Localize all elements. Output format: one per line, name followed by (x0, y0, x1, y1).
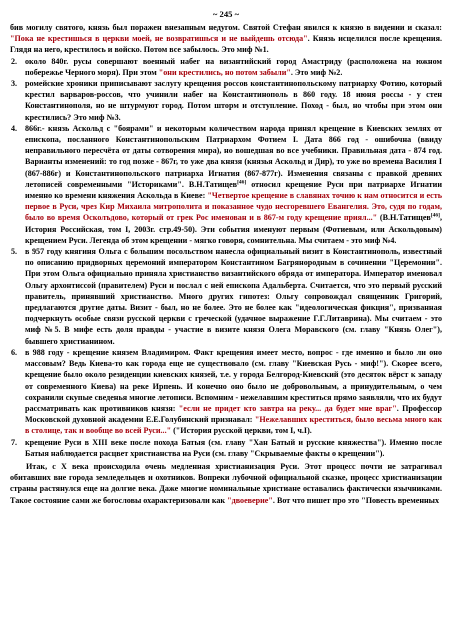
quote-text: "Пока не крестишься в церкви моей, не возвратишься и не выйдешь отсюда" (10, 34, 308, 44)
quote-text: "двоеверие" (227, 495, 273, 505)
text-run: ("История русской церкви, том I, ч.I). (171, 426, 312, 436)
list-item (10, 347, 442, 437)
text-run: . Вот что пишет про это "Повесть временных (272, 495, 440, 505)
footnote-ref: [46] (237, 179, 247, 186)
text-run: . Профессор Московской духовной академии Е.Е.Голубинский признавал: (25, 403, 442, 425)
list-item (10, 437, 442, 459)
closing-paragraph (10, 461, 442, 506)
quote-text: "Нежелавших креститься, было весьма много как в столице, так и вообще во всей Руси..." (25, 415, 442, 436)
list-item (10, 78, 442, 123)
text-run: 866г.- князь Аскольд с "боярами" и некоторым количеством народа принял крещение в Киевских землях от епископа, посланного Константинопольским Патриархом Фотием I. Дата 866 год - ошибочна (ввиду неправильного пересчёта от даты сотворения мира), но вошедшая во все учебники. Правильная дата - 874 год. Варианты изменений: то год позже - 867г, то уже два князя (князья Аскольд и Дир), то уже во времена Василия I (867-886г) и Константинопольского патриарха Игнатия (867-877г). Изменения связаны с правкой древних летописей современными "Историками". В.Н.Татищев (25, 123, 442, 189)
list-item-number: 7. (11, 437, 18, 447)
text-run: . Это миф №2. (290, 67, 343, 77)
quote-text: "Четвертое крещение в славянах точию к нам относится и есть первое в Руси, чрез Кир Михаила митрополита и показанное чудо несгоревшего Евангелия. Это, судя по годам, было во время Осколъдово, который от грек Рос именован и в 867-м году крещение приял..." (25, 191, 442, 223)
list-item-number: 4. (11, 123, 18, 133)
page-number: ~ 245 ~ (212, 9, 240, 19)
text-run: . Князь исцелился после крещения. Глядя на него, крестилось и войско. Потом все забылось. Это миф №1. (10, 34, 443, 55)
list-item (10, 56, 442, 78)
intro-paragraph (10, 22, 442, 56)
quote-text: "если не придет кто завтра на реку... да будет мне враг" (178, 403, 397, 413)
text-run: бив могилу святого, князь был поражен внезапным недугом. Святой Стефан явился к князю в видении и сказал: (10, 23, 442, 32)
list-item (10, 123, 442, 246)
footnote-ref: [46] (430, 212, 440, 219)
text-run: (В.Н.Татищев (377, 213, 431, 223)
text-run: , История Российская, том I, 2003г. стр.49-50). Эти события именуют первым (Фотиевым, или Аскольдовым) крещением Руси. Легенда об этом крещении - мягко говоря, сомнительна. Мы считаем - это миф №4. (25, 213, 443, 245)
text-run: в 957 году княгиня Ольга с большим посольством нанесла официальный визит в Константинополь, известный по описанию придворных церемоний императором Константином Багрянородным в сочинении "Церемонии". При этом Ольга официально приняла христианство византийского обряда от императора. Император именовал Ольгу архонтиссой (правителем) Руси и послал с ней епископа Адальберта. Считается, что это первый русский правитель, принявший христианство. Много других гипотез: Ольгу сопровождал священник Григорий, предлагаются другие даты. Визит - был, но не более. Это не более как "идеологическая фикция", призванная подчеркнуть особые связи русской церкви с греческой (удачное выражение Г.Г.Литаврина). Мы считаем - это миф №5. В мифе есть доля правды - участие в визите князя Олега Моравского (см. главу "Князь Олег"), бывшего христианином. (25, 247, 442, 346)
quote-text: "они крестились, но потом забыли" (158, 67, 291, 77)
text-run: Итак, с X века происходила очень медленная христианизация Руси. Этот процесс почти не затрагивал обитавших вне города земледельцев и охотников. Вопреки лубочной официальной сказке, процесс христианизации страны растянулся еще на долгие века. Даже многие номинальные христиане оставались фактически язычниками. Такое состояние сами же богословы охарактеризовали как (10, 461, 442, 505)
text-run: крещение Руси в XIII веке после похода Батыя (см. главу "Хан Батый и русские княжества"). Именно после Батыя наблюдается расцвет христианства на Руси (см. главу "Скрываемые факты о крещении"). (25, 437, 442, 458)
list-item-number: 6. (11, 347, 18, 357)
numbered-list (10, 56, 442, 459)
text-run: около 840г. русы совершают военный набег на византийский город Амастриду (расположена на южном побережье Черного моря). При этом (25, 56, 442, 77)
text-run: ромейские хроники приписывают заслугу крещения россов константинопольскому патриарху Фотию, который крестил варваров-россов, что учинили набег на Константинополь в 860 году. 18 июня россы - у стен Константинополя, но не штурмуют город. Потом шторм и отступление. Поход - был, но чтобы при этом они крестились? Это миф №3. (25, 79, 442, 122)
list-item (10, 246, 442, 347)
text-run: относил крещение Руси при патриархе Игнатии именно ко времени княжения Аскольда в Киеве: (25, 179, 442, 201)
list-item-number: 5. (11, 247, 18, 257)
list-item-number: 3. (11, 79, 18, 89)
list-item-number: 2. (11, 56, 18, 66)
text-run: в 988 году - крещение князем Владимиром. Факт крещения имеет место, вопрос - где именно и было ли оно массовым? Ведь Киева-то как города еще не существовало (см. главу "Киевская Русь - миф!"). Скорее всего, крещение было около резиденции киевских князей, т.е. у города Белгород-Киевский (это десяток вёрст к западу от современного Киева) на реке Ирпень. И конечно оно было не добровольным, а принудительным, о чем сохранили скупые сведенья многие летописи. Вспомним - нежелавшим креститься прямо заявляли, что их будут рассматривать как противников князя: (25, 347, 442, 413)
